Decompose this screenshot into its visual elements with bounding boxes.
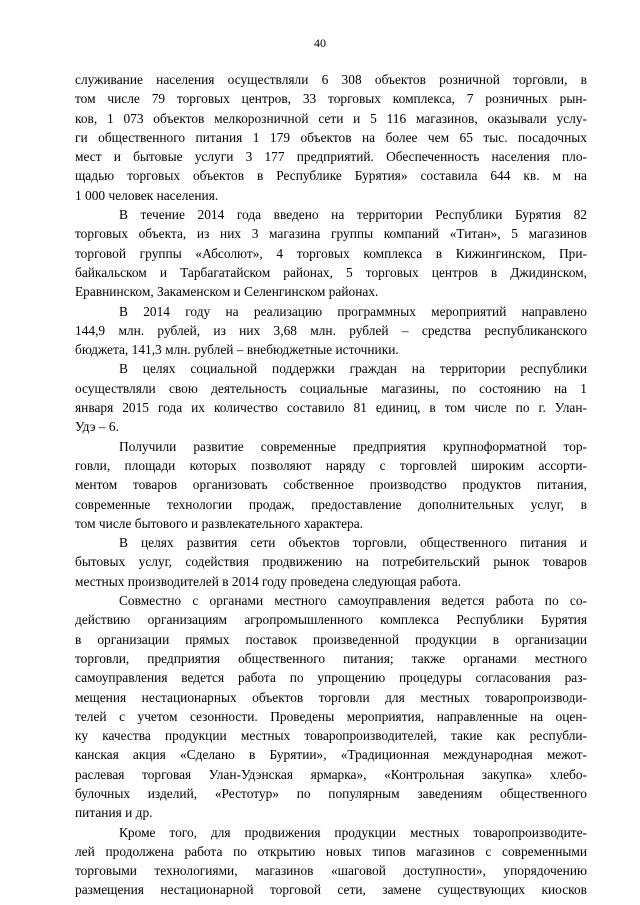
text-line: местных производителей в 2014 году проведена следующая работа. (75, 573, 462, 589)
paragraph (75, 591, 587, 823)
paragraph (75, 205, 587, 301)
paragraph (75, 359, 587, 436)
text-line: самоуправления ведется работа по упрощению процедуры согласования раз- (75, 670, 587, 686)
text-line: В целях социальной поддержки граждан на территории республики (119, 361, 587, 377)
text-line: В 2014 году на реализацию программных мероприятий направлено (119, 303, 587, 319)
text-line: мещения нестационарных объектов торговли для местных товаропроизводи- (75, 689, 587, 705)
paragraph (75, 70, 587, 205)
text-line: том числе бытового и развлекательного характера. (75, 515, 364, 531)
text-line: размещения нестационарной торговой сети, замене существующих киосков (75, 882, 587, 898)
text-line: мест и бытовые услуги 3 177 предприятий. Обеспеченность населения пло- (75, 149, 587, 165)
text-line: булочных изделий, «Рестотур» по популярным заведениям общественного (75, 785, 587, 801)
text-line: осуществляли свою деятельность социальные магазины, по состоянию на 1 (75, 380, 587, 396)
text-line: ков, 1 073 объектов мелкорозничной сети и 5 116 магазинов, оказывали услу- (75, 110, 587, 126)
text-line: торговли, предприятия общественного питания; также органами местного (75, 650, 587, 666)
paragraph (75, 533, 587, 591)
paragraph (75, 823, 587, 900)
text-line: В течение 2014 года введено на территории Республики Бурятия 82 (119, 207, 587, 223)
text-line: торговых объекта, из них 3 магазина группы компаний «Титан», 5 магазинов (75, 226, 587, 242)
text-line: питания и др. (75, 805, 153, 821)
text-line: Удэ – 6. (75, 419, 119, 435)
text-line: байкальском и Тарбагатайском районах, 5 торговых центров в Джидинском, (75, 264, 587, 280)
text-line: служивание населения осуществляли 6 308 объектов розничной торговли, в (75, 72, 587, 87)
text-line: ментом товаров организовать собственное производство продуктов питания, (75, 477, 587, 493)
text-line: торговыми технологиями, магазинов «шаговой доступности», упорядочению (75, 863, 587, 879)
text-line: ги общественного питания 1 179 объектов на более чем 65 тыс. посадочных (75, 129, 587, 145)
text-line: бытовых услуг, содействия продвижению на потребительский рынок товаров (75, 554, 587, 570)
text-line: говли, площади которых позволяют наряду с торговлей широким ассорти- (75, 457, 587, 473)
text-line: 1 000 человек населения. (75, 187, 219, 203)
text-line: телей с учетом сезонности. Проведены мероприятия, направленные на оцен- (75, 708, 587, 724)
paragraph (75, 302, 587, 360)
text-line: Еравнинском, Закаменском и Селенгинском районах. (75, 284, 379, 300)
text-line: Совместно с органами местного самоуправления ведется работа по со- (119, 593, 587, 609)
text-line: Кроме того, для продвижения продукции местных товаропроизводите- (119, 824, 587, 840)
text-line: в организации прямых поставок произведенной продукции в организации (75, 631, 587, 647)
text-line: торговой группы «Абсолют», 4 торговых комплекса в Кижингинском, При- (75, 245, 587, 261)
text-line: том числе 79 торговых центров, 33 торговых комплекса, 7 розничных рын- (75, 91, 587, 107)
page-number: 40 (314, 36, 326, 50)
text-line: бюджета, 141,3 млн. рублей – внебюджетные источники. (75, 342, 399, 358)
text-line: лей продолжена работа по открытию новых типов магазинов с современными (75, 843, 587, 859)
paragraph (75, 437, 587, 533)
text-line: ку качества продукции местных товаропроизводителей, такие как республи- (75, 728, 587, 744)
text-line: действию организациям агропромышленного комплекса Республики Бурятия (75, 612, 587, 628)
text-line: Получили развитие современные предприятия крупноформатной тор- (119, 438, 587, 454)
text-line: 144,9 млн. рублей, из них 3,68 млн. рублей – средства республиканского (75, 322, 587, 338)
text-line: В целях развития сети объектов торговли, общественного питания и (119, 535, 587, 551)
document-body (75, 70, 587, 900)
text-line: современные технологии продаж, предоставление дополнительных услуг, в (75, 496, 587, 512)
text-line: раслевая торговая Улан-Удэнская ярмарка», «Контрольная закупка» хлебо- (75, 766, 587, 782)
text-line: щадью торговых объектов в Республике Бурятия» составила 644 кв. м на (75, 168, 587, 184)
text-line: канская акция «Сделано в Бурятии», «Традиционная международная межот- (75, 747, 587, 763)
text-line: января 2015 года их количество составило 81 единиц, в том числе по г. Улан- (75, 400, 587, 416)
